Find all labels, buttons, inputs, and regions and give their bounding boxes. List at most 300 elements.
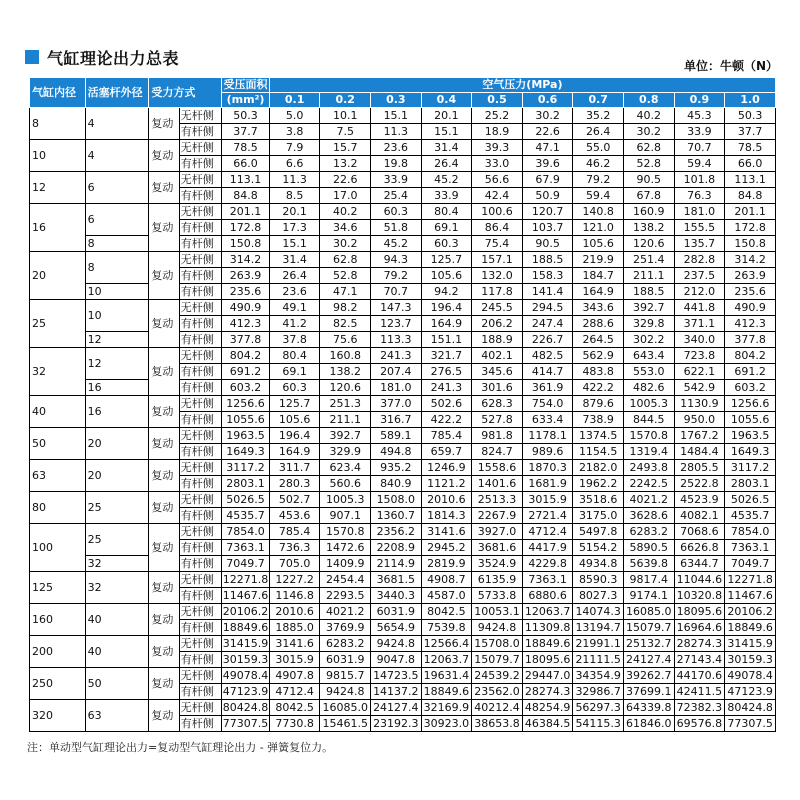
- mode-cell: 复动: [149, 204, 179, 252]
- area-cell: 1055.6: [222, 412, 270, 428]
- force-cell: 3927.0: [472, 524, 523, 540]
- force-cell: 18095.6: [674, 604, 725, 620]
- force-cell: 125.7: [269, 396, 320, 412]
- rod-cell: 40: [85, 604, 149, 636]
- force-cell: 23.6: [371, 140, 422, 156]
- side-cell: 有杆侧: [179, 156, 222, 172]
- area-cell: 77307.5: [222, 717, 269, 730]
- force-cell: 11467.6: [725, 588, 776, 604]
- side-cell: 有杆侧: [179, 716, 222, 732]
- area-cell: 49078.4: [222, 669, 269, 682]
- force-cell: 160.8: [320, 348, 371, 364]
- force-cell: 69576.8: [674, 716, 725, 732]
- side-cell: 有杆侧: [179, 316, 222, 332]
- mode-cell: 复动: [149, 700, 179, 732]
- header-area: 受压面积: [223, 78, 268, 91]
- force-cell: 105.6: [421, 268, 472, 284]
- force-cell: 69.1: [269, 364, 320, 380]
- force-cell: 61846.0: [623, 716, 674, 732]
- rod-cell: 10: [85, 284, 149, 300]
- force-cell: 47.1: [320, 284, 371, 300]
- rod-cell: 10: [85, 300, 149, 332]
- force-cell: 31.4: [269, 252, 320, 268]
- force-cell: 736.3: [269, 540, 320, 556]
- force-cell: 25.2: [472, 108, 523, 124]
- table-row: [30, 636, 776, 652]
- force-cell: 211.1: [320, 412, 371, 428]
- force-cell: 226.7: [522, 332, 573, 348]
- force-cell: 34354.9: [573, 668, 624, 684]
- force-cell: 18095.6: [522, 652, 573, 668]
- header-pressure-value: 1.0: [725, 93, 776, 108]
- rod-cell: 8: [85, 252, 149, 284]
- force-cell: 16964.6: [674, 620, 725, 636]
- force-cell: 32986.7: [573, 684, 624, 700]
- force-cell: 1360.7: [371, 508, 422, 524]
- force-cell: 288.6: [573, 316, 624, 332]
- side-cell: 有杆侧: [179, 540, 222, 556]
- force-cell: 340.0: [674, 332, 725, 348]
- force-cell: 3524.9: [472, 556, 523, 572]
- side-cell: 无杆侧: [179, 700, 222, 716]
- area-cell: 7049.7: [222, 556, 270, 572]
- bore-cell: 40: [30, 396, 86, 428]
- side-cell: 有杆侧: [179, 124, 222, 140]
- force-cell: 1508.0: [371, 492, 422, 508]
- force-cell: 623.4: [320, 460, 371, 476]
- force-cell: 377.8: [725, 332, 776, 348]
- force-cell: 55.0: [573, 140, 624, 156]
- force-cell: 15.1: [371, 108, 422, 124]
- force-cell: 66.0: [725, 156, 776, 172]
- force-cell: 49.1: [269, 300, 320, 316]
- force-cell: 314.2: [725, 252, 776, 268]
- footnote: 注：单动型气缸理论出力=复动型气缸理论出力 - 弹簧复位力。: [27, 741, 334, 754]
- force-cell: 1409.9: [320, 556, 371, 572]
- force-cell: 2293.5: [320, 588, 371, 604]
- force-cell: 840.9: [371, 476, 422, 492]
- force-cell: 2493.8: [623, 460, 674, 476]
- force-cell: 659.7: [421, 444, 472, 460]
- force-cell: 44170.6: [674, 668, 725, 684]
- area-cell: 66.0: [222, 156, 270, 172]
- mode-cell: 复动: [149, 348, 179, 396]
- force-cell: 82.5: [320, 316, 371, 332]
- force-cell: 164.9: [269, 444, 320, 460]
- force-cell: 263.9: [725, 268, 776, 284]
- force-cell: 77307.5: [725, 716, 776, 732]
- force-cell: 10.1: [320, 108, 371, 124]
- force-cell: 3141.6: [269, 636, 320, 652]
- table-row: [30, 556, 776, 572]
- force-cell: 4712.4: [522, 524, 573, 540]
- side-cell: 有杆侧: [179, 380, 222, 396]
- header-pressure-value: 0.8: [623, 93, 674, 108]
- mode-cell: 复动: [149, 460, 179, 492]
- force-cell: 412.3: [725, 316, 776, 332]
- side-cell: 无杆侧: [179, 140, 222, 156]
- force-cell: 19.8: [371, 156, 422, 172]
- force-cell: 41.2: [269, 316, 320, 332]
- mode-cell: 复动: [149, 636, 179, 668]
- side-cell: 有杆侧: [179, 412, 222, 428]
- force-cell: 4229.8: [522, 556, 573, 572]
- force-cell: 3175.0: [573, 508, 624, 524]
- force-cell: 989.6: [522, 444, 573, 460]
- force-cell: 3518.6: [573, 492, 624, 508]
- force-cell: 40212.4: [472, 700, 523, 716]
- force-cell: 46.2: [573, 156, 624, 172]
- force-cell: 196.4: [269, 428, 320, 444]
- side-cell: 无杆侧: [179, 396, 222, 412]
- force-cell: 1055.6: [725, 412, 776, 428]
- mode-cell: 复动: [149, 108, 179, 140]
- force-cell: 26.4: [269, 268, 320, 284]
- force-cell: 8.5: [269, 188, 320, 204]
- force-cell: 603.2: [725, 380, 776, 396]
- force-cell: 40.2: [623, 108, 674, 124]
- force-cell: 117.8: [472, 284, 523, 300]
- area-cell: 7854.0: [222, 524, 270, 540]
- force-cell: 2721.4: [522, 508, 573, 524]
- force-cell: 15461.5: [320, 716, 371, 732]
- rod-cell: 25: [85, 492, 149, 524]
- force-cell: 188.5: [522, 252, 573, 268]
- force-cell: 1649.3: [725, 444, 776, 460]
- force-cell: 23192.3: [371, 716, 422, 732]
- bore-cell: 12: [30, 172, 86, 204]
- table-header: [30, 78, 776, 108]
- force-cell: 45.2: [421, 172, 472, 188]
- force-cell: 4907.8: [269, 668, 320, 684]
- rod-cell: 16: [85, 396, 149, 428]
- force-cell: 32169.9: [421, 700, 472, 716]
- force-cell: 251.3: [320, 396, 371, 412]
- area-cell: 3117.2: [222, 460, 270, 476]
- force-cell: 5654.9: [371, 620, 422, 636]
- side-cell: 无杆侧: [179, 204, 222, 220]
- area-cell: 1649.3: [222, 444, 270, 460]
- force-cell: 30923.0: [421, 716, 472, 732]
- force-cell: 2356.2: [371, 524, 422, 540]
- side-cell: 有杆侧: [179, 444, 222, 460]
- force-cell: 237.5: [674, 268, 725, 284]
- force-cell: 1154.5: [573, 444, 624, 460]
- force-cell: 90.5: [522, 236, 573, 252]
- area-cell: 1963.5: [222, 428, 270, 444]
- force-cell: 2803.1: [725, 476, 776, 492]
- table-row: [30, 604, 776, 620]
- force-cell: 78.5: [725, 140, 776, 156]
- force-cell: 103.7: [522, 220, 573, 236]
- bore-cell: 125: [30, 572, 86, 604]
- bore-cell: 250: [30, 668, 86, 700]
- force-cell: 105.6: [269, 412, 320, 428]
- force-cell: 35.2: [573, 108, 624, 124]
- force-cell: 329.9: [320, 444, 371, 460]
- force-cell: 15.7: [320, 140, 371, 156]
- force-cell: 1227.2: [269, 572, 320, 588]
- table-row: [30, 204, 776, 220]
- force-cell: 4535.7: [725, 508, 776, 524]
- force-cell: 164.9: [421, 316, 472, 332]
- force-cell: 377.0: [371, 396, 422, 412]
- force-cell: 633.4: [522, 412, 573, 428]
- force-cell: 16085.0: [623, 604, 674, 620]
- force-cell: 113.1: [725, 172, 776, 188]
- force-cell: 8042.5: [269, 700, 320, 716]
- force-cell: 10320.8: [674, 588, 725, 604]
- mode-cell: 复动: [149, 300, 179, 348]
- title-square-icon: [25, 50, 39, 64]
- force-cell: 20106.2: [725, 604, 776, 620]
- header-mode: 受力方式: [149, 78, 222, 108]
- force-cell: 2819.9: [421, 556, 472, 572]
- force-cell: 17.0: [320, 188, 371, 204]
- force-cell: 188.9: [472, 332, 523, 348]
- force-cell: 3015.9: [522, 492, 573, 508]
- force-cell: 60.3: [421, 236, 472, 252]
- force-cell: 196.4: [421, 300, 472, 316]
- force-cell: 241.3: [421, 380, 472, 396]
- bore-cell: 100: [30, 524, 86, 572]
- side-cell: 有杆侧: [179, 476, 222, 492]
- force-cell: 7.9: [269, 140, 320, 156]
- area-cell: 31415.9: [222, 637, 269, 650]
- mode-cell: 复动: [149, 428, 179, 460]
- force-cell: 37699.1: [623, 684, 674, 700]
- force-cell: 56297.3: [573, 700, 624, 716]
- force-cell: 70.7: [371, 284, 422, 300]
- force-cell: 824.7: [472, 444, 523, 460]
- force-cell: 52.8: [320, 268, 371, 284]
- force-cell: 23562.0: [472, 684, 523, 700]
- force-cell: 9817.4: [623, 572, 674, 588]
- force-cell: 754.0: [522, 396, 573, 412]
- force-cell: 59.4: [573, 188, 624, 204]
- force-cell: 3117.2: [725, 460, 776, 476]
- force-cell: 392.7: [320, 428, 371, 444]
- table-row: [30, 380, 776, 396]
- force-cell: 5639.8: [623, 556, 674, 572]
- force-cell: 219.9: [573, 252, 624, 268]
- force-cell: 542.9: [674, 380, 725, 396]
- force-cell: 105.6: [573, 236, 624, 252]
- force-cell: 90.5: [623, 172, 674, 188]
- force-cell: 5733.8: [472, 588, 523, 604]
- rod-cell: 20: [85, 460, 149, 492]
- area-cell: 7363.1: [222, 540, 270, 556]
- force-cell: 622.1: [674, 364, 725, 380]
- force-cell: 589.1: [371, 428, 422, 444]
- side-cell: 无杆侧: [179, 428, 222, 444]
- side-cell: 无杆侧: [179, 524, 222, 540]
- force-cell: 5497.8: [573, 524, 624, 540]
- rod-cell: 25: [85, 524, 149, 556]
- force-cell: 94.2: [421, 284, 472, 300]
- force-cell: 502.7: [269, 492, 320, 508]
- force-cell: 7854.0: [725, 524, 776, 540]
- force-cell: 9815.7: [320, 668, 371, 684]
- side-cell: 有杆侧: [179, 588, 222, 604]
- force-cell: 150.8: [725, 236, 776, 252]
- force-cell: 76.3: [674, 188, 725, 204]
- force-cell: 37.7: [725, 124, 776, 140]
- side-cell: 无杆侧: [179, 300, 222, 316]
- force-cell: 3440.3: [371, 588, 422, 604]
- force-cell: 135.7: [674, 236, 725, 252]
- force-cell: 15.1: [269, 236, 320, 252]
- force-cell: 553.0: [623, 364, 674, 380]
- force-cell: 30.2: [320, 236, 371, 252]
- force-cell: 67.9: [522, 172, 573, 188]
- mode-cell: 复动: [149, 396, 179, 428]
- force-cell: 935.2: [371, 460, 422, 476]
- force-cell: 12063.7: [421, 652, 472, 668]
- force-cell: 14723.5: [371, 668, 422, 684]
- area-cell: 47123.9: [222, 685, 269, 698]
- force-cell: 2805.5: [674, 460, 725, 476]
- unit-label: 单位：牛顿（N）: [683, 59, 778, 73]
- page-title: 气缸理论出力总表: [47, 48, 180, 68]
- force-cell: 1870.3: [522, 460, 573, 476]
- force-cell: 5890.5: [623, 540, 674, 556]
- force-cell: 54115.3: [573, 716, 624, 732]
- force-cell: 4082.1: [674, 508, 725, 524]
- force-cell: 3141.6: [421, 524, 472, 540]
- table-row: [30, 348, 776, 364]
- force-cell: 5026.5: [725, 492, 776, 508]
- table-body: [30, 108, 776, 732]
- bore-cell: 200: [30, 636, 86, 668]
- force-cell: 188.5: [623, 284, 674, 300]
- force-cell: 1558.6: [472, 460, 523, 476]
- force-cell: 47.1: [522, 140, 573, 156]
- side-cell: 无杆侧: [179, 604, 222, 620]
- force-cell: 212.0: [674, 284, 725, 300]
- force-cell: 21991.1: [573, 636, 624, 652]
- force-cell: 13.2: [320, 156, 371, 172]
- force-cell: 345.6: [472, 364, 523, 380]
- side-cell: 有杆侧: [179, 284, 222, 300]
- force-cell: 302.2: [623, 332, 674, 348]
- force-cell: 29447.0: [522, 668, 573, 684]
- force-cell: 422.2: [421, 412, 472, 428]
- table-row: [30, 572, 776, 588]
- force-cell: 211.1: [623, 268, 674, 284]
- force-cell: 441.8: [674, 300, 725, 316]
- force-cell: 6031.9: [371, 604, 422, 620]
- force-cell: 10053.1: [472, 604, 523, 620]
- rod-cell: 16: [85, 380, 149, 396]
- force-cell: 560.6: [320, 476, 371, 492]
- force-cell: 321.7: [421, 348, 472, 364]
- force-cell: 33.0: [472, 156, 523, 172]
- force-cell: 98.2: [320, 300, 371, 316]
- force-cell: 11044.6: [674, 572, 725, 588]
- force-cell: 172.8: [725, 220, 776, 236]
- force-cell: 24127.4: [371, 700, 422, 716]
- force-cell: 15079.7: [623, 620, 674, 636]
- header-pressure-value: 0.9: [674, 93, 725, 108]
- side-cell: 无杆侧: [179, 636, 222, 652]
- force-cell: 12566.4: [421, 636, 472, 652]
- bore-cell: 25: [30, 300, 86, 348]
- rod-cell: 12: [85, 348, 149, 380]
- side-cell: 有杆侧: [179, 620, 222, 636]
- force-cell: 11.3: [371, 124, 422, 140]
- force-cell: 21111.5: [573, 652, 624, 668]
- force-cell: 1814.3: [421, 508, 472, 524]
- force-cell: 294.5: [522, 300, 573, 316]
- side-cell: 无杆侧: [179, 252, 222, 268]
- area-cell: 12271.8: [222, 573, 269, 586]
- force-cell: 562.9: [573, 348, 624, 364]
- force-cell: 311.7: [269, 460, 320, 476]
- force-cell: 125.7: [421, 252, 472, 268]
- force-cell: 1130.9: [674, 396, 725, 412]
- force-cell: 123.7: [371, 316, 422, 332]
- area-cell: 113.1: [222, 172, 270, 188]
- force-cell: 371.1: [674, 316, 725, 332]
- force-cell: 62.8: [320, 252, 371, 268]
- area-cell: 603.2: [222, 380, 270, 396]
- force-cell: 7363.1: [725, 540, 776, 556]
- side-cell: 有杆侧: [179, 652, 222, 668]
- force-cell: 86.4: [472, 220, 523, 236]
- force-cell: 4712.4: [269, 684, 320, 700]
- area-cell: 314.2: [222, 252, 270, 268]
- area-cell: 377.8: [222, 332, 270, 348]
- force-cell: 1484.4: [674, 444, 725, 460]
- force-cell: 2513.3: [472, 492, 523, 508]
- force-cell: 276.5: [421, 364, 472, 380]
- force-cell: 37.8: [269, 332, 320, 348]
- force-cell: 79.2: [573, 172, 624, 188]
- force-cell: 402.1: [472, 348, 523, 364]
- force-cell: 4021.2: [320, 604, 371, 620]
- force-cell: 72382.3: [674, 700, 725, 716]
- force-cell: 207.4: [371, 364, 422, 380]
- force-cell: 20.1: [269, 204, 320, 220]
- header-pressure-value: 0.3: [371, 93, 422, 108]
- force-cell: 151.1: [421, 332, 472, 348]
- force-cell: 15.1: [421, 124, 472, 140]
- area-cell: 235.6: [222, 284, 270, 300]
- area-cell: 30159.3: [222, 653, 269, 666]
- force-cell: 138.2: [320, 364, 371, 380]
- force-cell: 14074.3: [573, 604, 624, 620]
- bore-cell: 32: [30, 348, 86, 396]
- mode-cell: 复动: [149, 492, 179, 524]
- force-cell: 1570.8: [623, 428, 674, 444]
- force-cell: 6880.6: [522, 588, 573, 604]
- force-cell: 1401.6: [472, 476, 523, 492]
- force-cell: 490.9: [725, 300, 776, 316]
- force-cell: 19631.4: [421, 668, 472, 684]
- force-cell: 6031.9: [320, 652, 371, 668]
- force-cell: 100.6: [472, 204, 523, 220]
- force-cell: 2208.9: [371, 540, 422, 556]
- force-cell: 6135.9: [472, 572, 523, 588]
- rod-cell: 4: [85, 108, 149, 140]
- bore-cell: 50: [30, 428, 86, 460]
- force-cell: 79.2: [371, 268, 422, 284]
- force-cell: 1005.3: [320, 492, 371, 508]
- force-cell: 4908.7: [421, 572, 472, 588]
- side-cell: 无杆侧: [179, 460, 222, 476]
- force-cell: 67.8: [623, 188, 674, 204]
